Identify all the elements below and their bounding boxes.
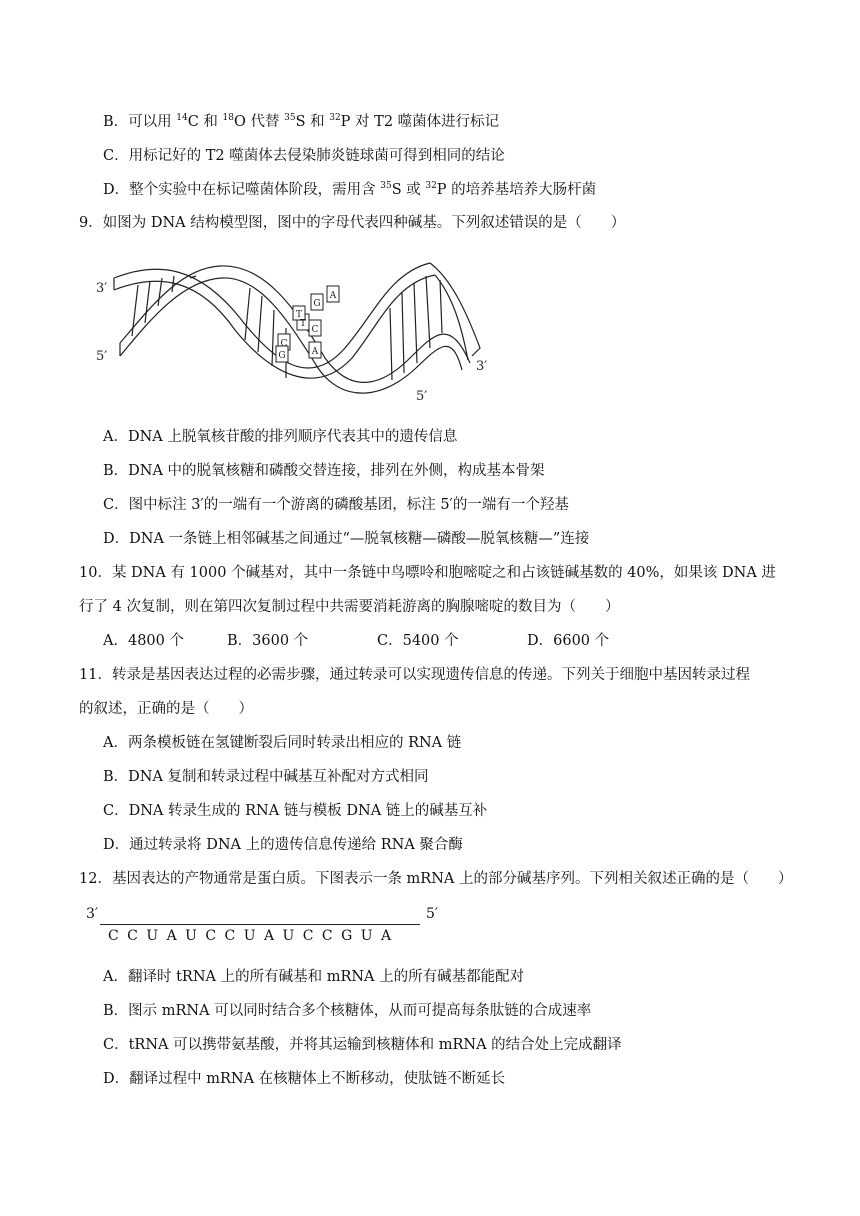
base-label: C — [280, 339, 288, 349]
mrna-right-end-label: 5′ — [426, 906, 439, 922]
q8-option-c: C．用标记好的 T2 噬菌体去侵染肺炎链球菌可得到相同的结论 — [103, 148, 505, 164]
q9-option-b: B．DNA 中的脱氧核糖和磷酸交替连接，排列在外侧，构成基本骨架 — [103, 463, 545, 479]
dna-double-helix-figure — [90, 248, 500, 408]
q10-option-d: D．6600 个 — [527, 633, 610, 649]
q10-option-c: C．5400 个 — [377, 633, 459, 649]
q10-stem-line1: 10．某 DNA 有 1000 个碱基对，其中一条链中鸟嘌呤和胞嘧啶之和占该链碱基数的 40%，如果该 DNA 进 — [79, 565, 776, 581]
mrna-figure — [86, 904, 446, 948]
q10-stem-line2: 行了 4 次复制，则在第四次复制过程中共需要消耗游离的胸腺嘧啶的数目为（ ） — [79, 599, 620, 615]
mrna-strand-line — [100, 924, 420, 925]
q12-stem: 12．基因表达的产物通常是蛋白质。下图表示一条 mRNA 上的部分碱基序列。下列相关叙述正确的是（ ） — [79, 871, 793, 887]
base-label: A — [311, 347, 319, 357]
q11-option-d: D．通过转录将 DNA 上的遗传信息传递给 RNA 聚合酶 — [103, 837, 463, 853]
q10-option-b: B．3600 个 — [227, 633, 309, 649]
q8-option-b: B．可以用 $^{14}$C 和 $^{18}$O 代替 $^{35}$S 和 $^{32}$P 对 T2 噬菌体进行标记 — [103, 113, 500, 130]
q9-option-c: C．图中标注 3′的一端有一个游离的磷酸基团，标注 5′的一端有一个羟基 — [103, 497, 569, 513]
dna-end-label-left-top: 3′ — [96, 281, 108, 296]
dna-end-label-bottom: 5′ — [416, 389, 428, 404]
q12-option-c: C．tRNA 可以携带氨基酸，并将其运输到核糖体和 mRNA 的结合处上完成翻译 — [103, 1037, 622, 1053]
base-label: A — [329, 291, 337, 301]
dna-end-label-right: 3′ — [476, 359, 488, 374]
q12-option-a: A．翻译时 tRNA 上的所有碱基和 mRNA 上的所有碱基都能配对 — [103, 969, 525, 985]
q12-option-d: D．翻译过程中 mRNA 在核糖体上不断移动，使肽链不断延长 — [103, 1071, 506, 1087]
base-label: G — [313, 299, 321, 309]
dna-end-label-left-bottom: 5′ — [96, 349, 108, 364]
q11-option-c: C．DNA 转录生成的 RNA 链与模板 DNA 链上的碱基互补 — [103, 803, 488, 819]
base-label: C — [311, 325, 319, 335]
q9-stem: 9．如图为 DNA 结构模型图，图中的字母代表四种碱基。下列叙述错误的是（ ） — [79, 215, 626, 231]
base-label: G — [278, 351, 286, 361]
q11-stem-line2: 的叙述，正确的是（ ） — [79, 701, 253, 717]
q12-option-b: B．图示 mRNA 可以同时结合多个核糖体，从而可提高每条肽链的合成速率 — [103, 1003, 592, 1019]
q10-choices — [103, 631, 609, 651]
q10-option-a: A．4800 个 — [103, 633, 184, 649]
base-label: T — [295, 310, 303, 320]
q9-option-a: A．DNA 上脱氧核苷酸的排列顺序代表其中的遗传信息 — [103, 429, 458, 445]
q9-option-d: D．DNA 一条链上相邻碱基之间通过“—脱氧核糖—磷酸—脱氧核糖—”连接 — [103, 531, 590, 547]
base-label: T — [299, 319, 307, 329]
q11-option-b: B．DNA 复制和转录过程中碱基互补配对方式相同 — [103, 769, 429, 785]
q11-stem-line1: 11．转录是基因表达过程的必需步骤，通过转录可以实现遗传信息的传递。下列关于细胞中基因转录过程 — [79, 667, 750, 683]
mrna-sequence: C C U A U C C U A U C C G U A — [108, 928, 394, 944]
q11-option-a: A．两条模板链在氢键断裂后同时转录出相应的 RNA 链 — [103, 735, 462, 751]
q8-option-d: D．整个实验中在标记噬菌体阶段，需用含 $^{35}$S 或 $^{32}$P 的培养基培养大肠杆菌 — [103, 181, 597, 198]
mrna-left-end-label: 3′ — [86, 906, 99, 922]
